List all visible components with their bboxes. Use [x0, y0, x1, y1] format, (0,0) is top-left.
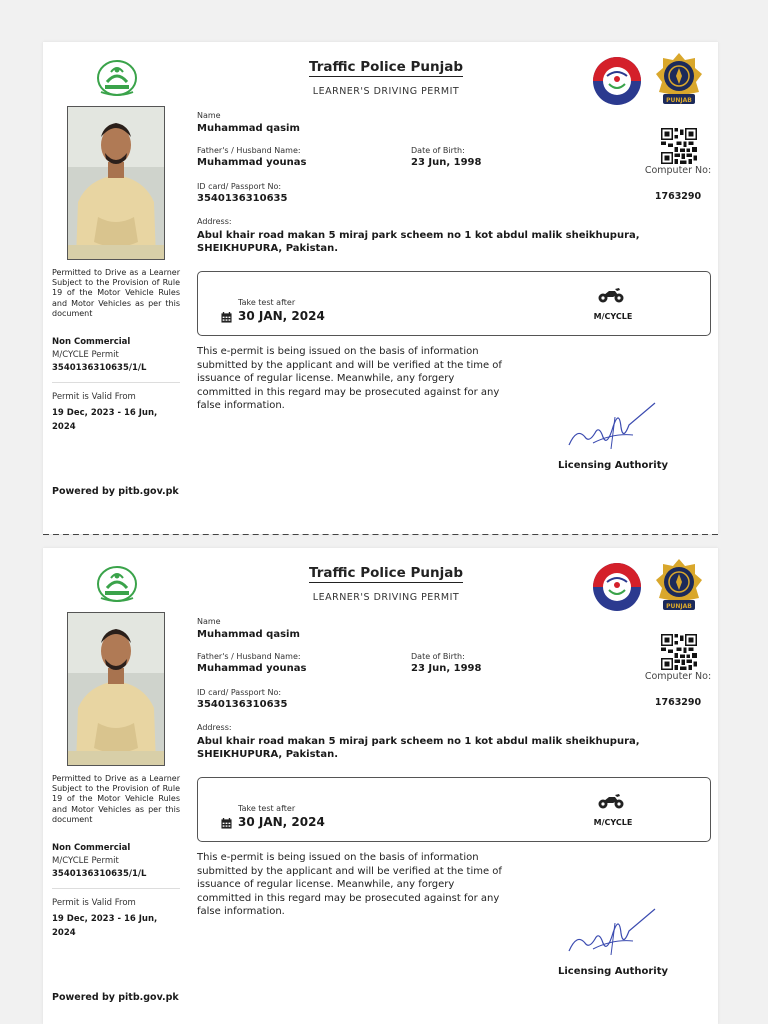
test-date: 30 JAN, 2024: [238, 309, 325, 323]
divider: [52, 382, 180, 383]
svg-text:PUNJAB: PUNJAB: [666, 603, 692, 610]
traffic-police-logo-icon: [592, 562, 642, 612]
vehicle-type: M/CYCLE: [593, 312, 633, 321]
motorcycle-icon: [598, 287, 624, 303]
permit-type: M/CYCLE Permit: [52, 350, 119, 360]
take-test-label: Take test after: [238, 298, 296, 307]
computer-no-value: 1763290: [654, 697, 702, 708]
permit-conditions: Permitted to Drive as a Learner Subject to the Provision of Rule 19 of the Motor Vehicle Rules and Motor Vehicles as per this document: [52, 268, 180, 318]
traffic-police-logo-icon: [592, 56, 642, 106]
authority-signature: [563, 903, 663, 963]
disclaimer: This e-permit is being issued on the basis of information submitted by the applicant and will be verified at the time of issuance of regular license. Meanwhile, any forgery committed in this regard may be prosecuted against for any false information.: [197, 346, 502, 411]
licensing-authority: Licensing Authority: [557, 460, 669, 471]
name-value: Muhammad qasim: [197, 123, 300, 134]
powered-by: Powered by pitb.gov.pk: [52, 486, 179, 497]
card-subtitle: LEARNER'S DRIVING PERMIT: [312, 86, 460, 97]
id-card-label: ID card/ Passport No:: [197, 688, 282, 697]
address-value: Abul khair road makan 5 miraj park scheem no 1 kot abdul malik sheikhupura, SHEIKHUPURA, Pakistan.: [197, 230, 640, 254]
card-subtitle: LEARNER'S DRIVING PERMIT: [312, 592, 460, 603]
qr-code-icon: [661, 634, 697, 670]
name-label: Name: [197, 111, 221, 120]
licensing-authority: Licensing Authority: [557, 966, 669, 977]
applicant-photo: [67, 612, 165, 766]
address-value: Abul khair road makan 5 miraj park scheem no 1 kot abdul malik sheikhupura, SHEIKHUPURA, Pakistan.: [197, 736, 640, 760]
permit-type: M/CYCLE Permit: [52, 856, 119, 866]
powered-by: Powered by pitb.gov.pk: [52, 992, 179, 1003]
computer-no-label: Computer No:: [644, 671, 712, 682]
dob-label: Date of Birth:: [411, 652, 465, 661]
permit-number: 3540136310635/1/L: [52, 869, 147, 879]
valid-from-label: Permit is Valid From: [52, 898, 136, 908]
punjab-police-badge-icon: [655, 52, 703, 108]
vehicle-type: M/CYCLE: [593, 818, 633, 827]
id-card-label: ID card/ Passport No:: [197, 182, 282, 191]
qr-code-icon: [661, 128, 697, 164]
punjab-police-badge-icon: [655, 558, 703, 614]
calendar-icon: [221, 818, 232, 829]
dob-label: Date of Birth:: [411, 146, 465, 155]
dob-value: 23 Jun, 1998: [411, 663, 482, 674]
divider: [52, 888, 180, 889]
card-title: Traffic Police Punjab: [308, 59, 464, 75]
father-value: Muhammad younas: [197, 157, 307, 168]
id-card-value: 3540136310635: [197, 193, 288, 204]
dob-value: 23 Jun, 1998: [411, 157, 482, 168]
permit-card: [43, 42, 718, 534]
computer-no-label: Computer No:: [644, 165, 712, 176]
test-date: 30 JAN, 2024: [238, 815, 325, 829]
address-label: Address:: [197, 217, 232, 226]
test-box: [197, 777, 711, 842]
valid-from-label: Permit is Valid From: [52, 392, 136, 402]
name-label: Name: [197, 617, 221, 626]
valid-range: 19 Dec, 2023 - 16 Jun, 2024: [52, 408, 158, 432]
disclaimer: This e-permit is being issued on the basis of information submitted by the applicant and will be verified at the time of issuance of regular license. Meanwhile, any forgery committed in this regard may be prosecuted against for any false information.: [197, 852, 502, 917]
computer-no-value: 1763290: [654, 191, 702, 202]
permit-category: Non Commercial: [52, 337, 131, 347]
father-label: Father's / Husband Name:: [197, 146, 301, 155]
valid-range: 19 Dec, 2023 - 16 Jun, 2024: [52, 914, 158, 938]
permit-card: [43, 548, 718, 1024]
card-title: Traffic Police Punjab: [308, 565, 464, 581]
father-value: Muhammad younas: [197, 663, 307, 674]
motorcycle-icon: [598, 793, 624, 809]
svg-text:PUNJAB: PUNJAB: [666, 97, 692, 104]
authority-signature: [563, 397, 663, 457]
calendar-icon: [221, 312, 232, 323]
test-box: [197, 271, 711, 336]
id-card-value: 3540136310635: [197, 699, 288, 710]
name-value: Muhammad qasim: [197, 629, 300, 640]
father-label: Father's / Husband Name:: [197, 652, 301, 661]
permit-number: 3540136310635/1/L: [52, 363, 147, 373]
permit-category: Non Commercial: [52, 843, 131, 853]
permit-conditions: Permitted to Drive as a Learner Subject to the Provision of Rule 19 of the Motor Vehicle Rules and Motor Vehicles as per this document: [52, 774, 180, 824]
take-test-label: Take test after: [238, 804, 296, 813]
applicant-photo: [67, 106, 165, 260]
address-label: Address:: [197, 723, 232, 732]
